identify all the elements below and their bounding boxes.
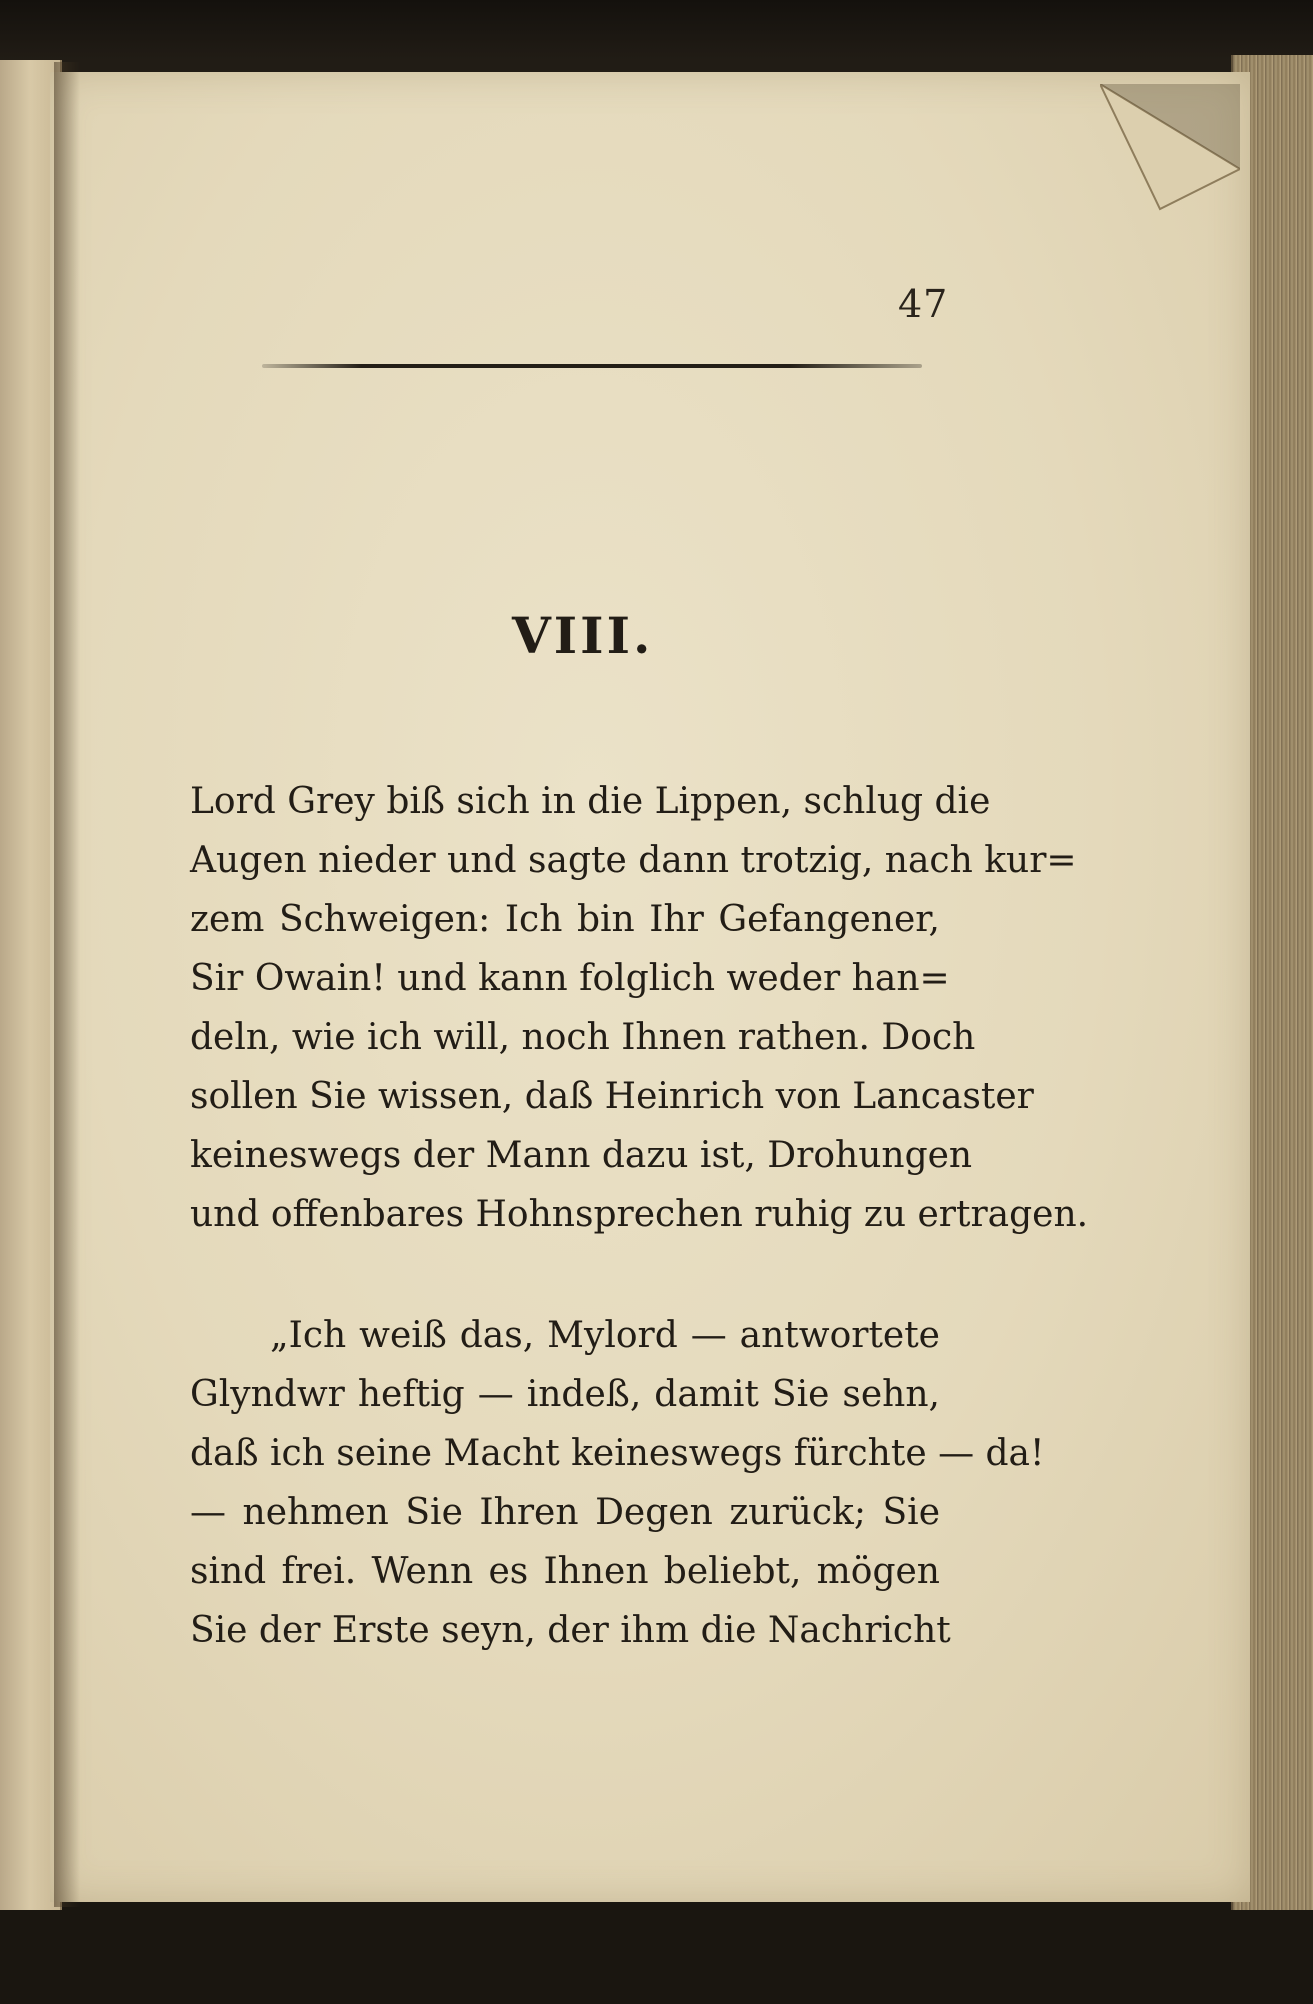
folded-corner [1100, 84, 1240, 224]
text-line: und offenbares Hohnsprechen ruhig zu ertragen. [190, 1194, 1089, 1235]
text-line: zem Schweigen: Ich bin Ihr Gefangener, [190, 899, 940, 940]
text-line: Sie der Erste seyn, der ihm die Nachricht [190, 1610, 951, 1651]
text-line: daß ich seine Macht keineswegs fürchte — da! [190, 1433, 1045, 1474]
chapter-heading: VIII. [512, 606, 654, 665]
text-line: — nehmen Sie Ihren Degen zurück; Sie [190, 1492, 940, 1533]
text-line: Glyndwr heftig — indeß, damit Sie sehn, [190, 1374, 940, 1415]
text-line: Sir Owain! und kann folglich weder han= [190, 958, 950, 999]
paragraph-2 [190, 1306, 1045, 1660]
gutter-shadow [54, 62, 80, 1907]
text-line: sind frei. Wenn es Ihnen beliebt, mögen [190, 1551, 940, 1592]
paragraph-1 [190, 772, 1089, 1244]
text-line: „Ich weiß das, Mylord — antwortete [270, 1315, 940, 1356]
text-line: Augen nieder und sagte dann trotzig, nach kur= [190, 840, 1077, 881]
decorative-rule [262, 364, 922, 368]
text-line: keineswegs der Mann dazu ist, Drohungen [190, 1135, 973, 1176]
page-number: 47 [898, 282, 949, 326]
text-line: sollen Sie wissen, daß Heinrich von Lancaster [190, 1076, 1034, 1117]
text-line: deln, wie ich will, noch Ihnen rathen. Doch [190, 1017, 976, 1058]
text-line: Lord Grey biß sich in die Lippen, schlug die [190, 781, 991, 822]
